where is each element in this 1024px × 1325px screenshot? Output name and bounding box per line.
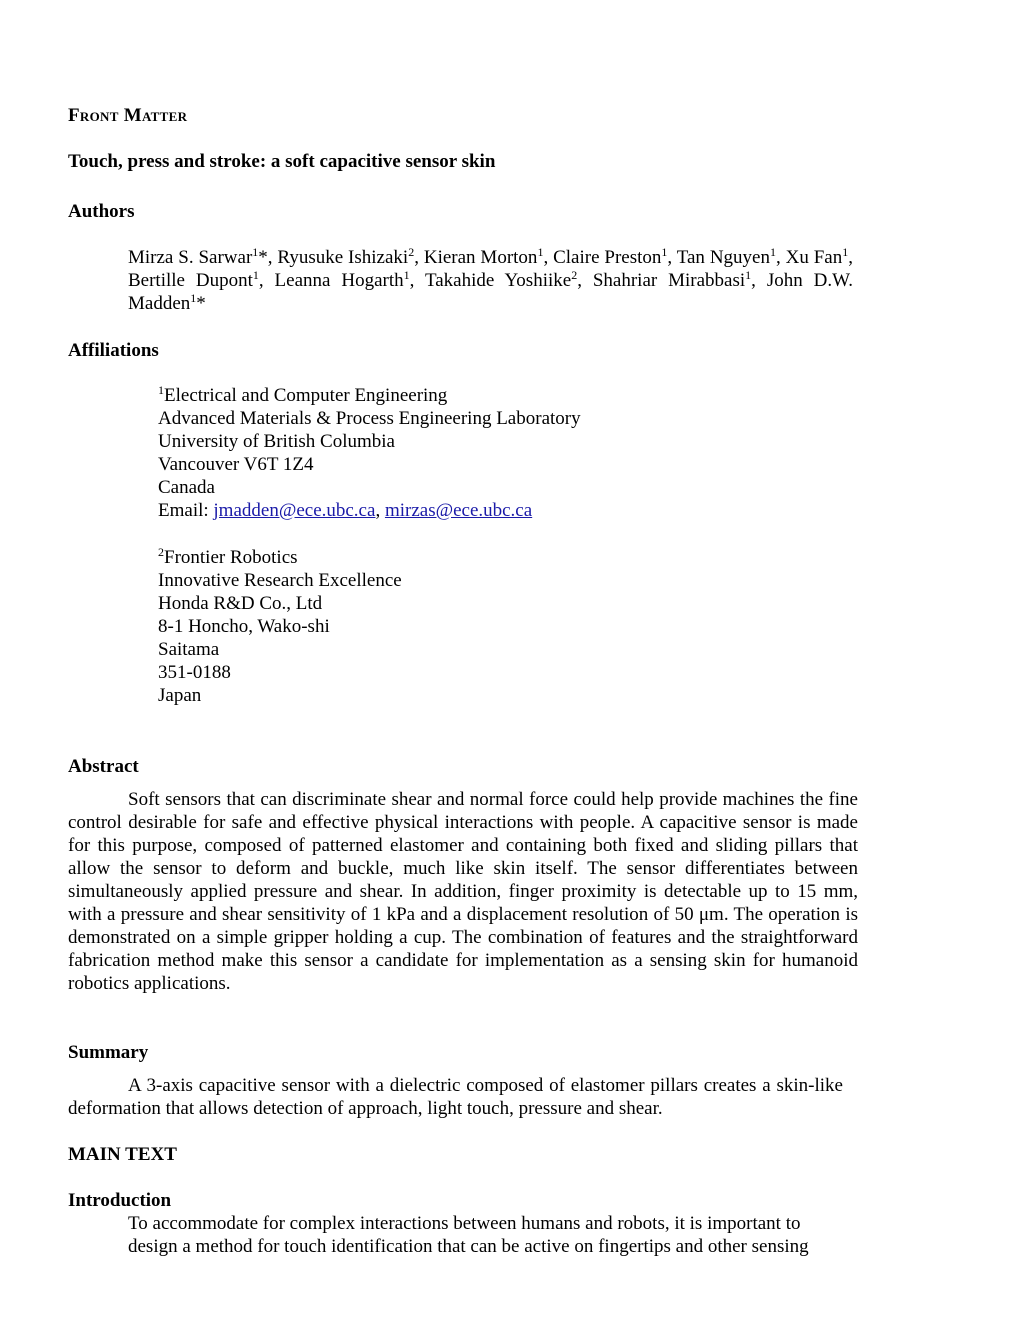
author-name: Leanna Hogarth (274, 270, 404, 291)
affiliation-2-line: Japan (158, 685, 202, 706)
affiliations-heading: Affiliations (68, 340, 159, 361)
affiliation-2-line: Frontier Robotics (164, 547, 298, 568)
email-link-mirzas[interactable]: mirzas@ece.ubc.ca (384, 500, 533, 521)
authors-heading: Authors (68, 201, 135, 222)
affiliation-1 (158, 384, 581, 522)
affiliation-2 (158, 546, 402, 707)
author-affiliation-number: 1 (190, 291, 197, 305)
affiliation-2-line: Innovative Research Excellence (158, 570, 402, 591)
email-separator: , (375, 500, 385, 521)
author-name: Xu Fan (785, 247, 843, 268)
author-affiliation-number: 2 (408, 245, 415, 259)
author-affiliation-number: 1 (252, 245, 259, 259)
corresponding-author-mark: * (258, 247, 268, 268)
author-affiliation-number: 1 (537, 245, 544, 259)
author-affiliation-number: 1 (403, 268, 410, 282)
affiliation-2-number: 2 (158, 545, 164, 559)
email-label: Email: (158, 500, 214, 521)
affiliation-1-line: Advanced Materials & Process Engineering Laboratory (158, 408, 581, 429)
author-name: Mirza S. Sarwar (128, 247, 253, 268)
front-matter-heading: Front Matter (68, 105, 188, 126)
affiliation-1-line: Electrical and Computer Engineering (164, 385, 448, 406)
main-text-heading: MAIN TEXT (68, 1144, 177, 1165)
affiliation-1-number: 1 (158, 383, 164, 397)
author-affiliation-number: 1 (745, 268, 752, 282)
author-name: John D.W. Madden (128, 270, 854, 314)
author-affiliation-number: 1 (769, 245, 776, 259)
author-name: Tan Nguyen (676, 247, 770, 268)
email-link-jmadden[interactable]: jmadden@ece.ubc.ca (213, 500, 376, 521)
summary-text: A 3-axis capacitive sensor with a dielectric composed of elastomer pillars creates a skin-like deformation that allows detection of approach, light touch, pressure and shear. (68, 1075, 843, 1119)
paper-title: Touch, press and stroke: a soft capacitive sensor skin (68, 151, 496, 172)
affiliation-2-line: Saitama (158, 639, 220, 660)
affiliation-1-line: University of British Columbia (158, 431, 395, 452)
abstract-heading: Abstract (68, 756, 139, 777)
abstract-text: Soft sensors that can discriminate shear and normal force could help provide machines the fine control desirable for safe and effective physical interactions with people. A capacitive sensor is made for this purpose, composed of patterned elastomer and containing both fixed and sliding pillars that allow the sensor to deform and buckle, much like skin itself. The sensor differentiates between simultaneously applied pressure and shear. In addition, finger proximity is detectable up to 15 mm, with a pressure and shear sensitivity of 1 kPa and a displacement resolution of 50 μm. The operation is demonstrated on a simple gripper holding a cup. The combination of features and the straightforward fabrication method make this sensor a candidate for implementation as a sensing skin for humanoid robotics applications. (68, 789, 858, 994)
author-affiliation-number: 2 (571, 268, 578, 282)
author-name: Bertille Dupont (128, 270, 253, 291)
affiliation-2-line: 8-1 Honcho, Wako-shi (158, 616, 330, 637)
introduction-text: To accommodate for complex interactions between humans and robots, it is important to design a method for touch identification that can be active on fingertips and other sensing (128, 1213, 809, 1257)
author-name: Kieran Morton (423, 247, 538, 268)
introduction-heading: Introduction (68, 1190, 172, 1211)
affiliation-1-line: Vancouver V6T 1Z4 (158, 454, 314, 475)
author-name: Ryusuke Ishizaki (277, 247, 409, 268)
summary-heading: Summary (68, 1042, 149, 1063)
author-name: Shahriar Mirabbasi (592, 270, 746, 291)
author-name: Claire Preston (553, 247, 662, 268)
affiliation-2-line: 351-0188 (158, 662, 231, 683)
author-affiliation-number: 1 (252, 268, 259, 282)
corresponding-author-mark: * (196, 293, 206, 314)
affiliation-1-line: Canada (158, 477, 215, 498)
author-list: Mirza S. Sarwar$^1$*, Ryusuke Ishizaki$^2$, Kieran Morton$^1$, Claire Preston$^1$, Tan Nguyen$^1$, Xu Fan$^1$, Bertille Dupont$^1$, Leanna Hogarth$^1$, Takahide Yoshiike$^2$, Shahriar Mirabbasi$^1$, John D.W. Madden$^1$* (128, 245, 854, 314)
email-line (158, 499, 581, 522)
author-affiliation-number: 1 (842, 245, 849, 259)
author-name: Takahide Yoshiike (424, 270, 572, 291)
affiliation-2-line: Honda R&D Co., Ltd (158, 593, 323, 614)
author-affiliation-number: 1 (661, 245, 668, 259)
